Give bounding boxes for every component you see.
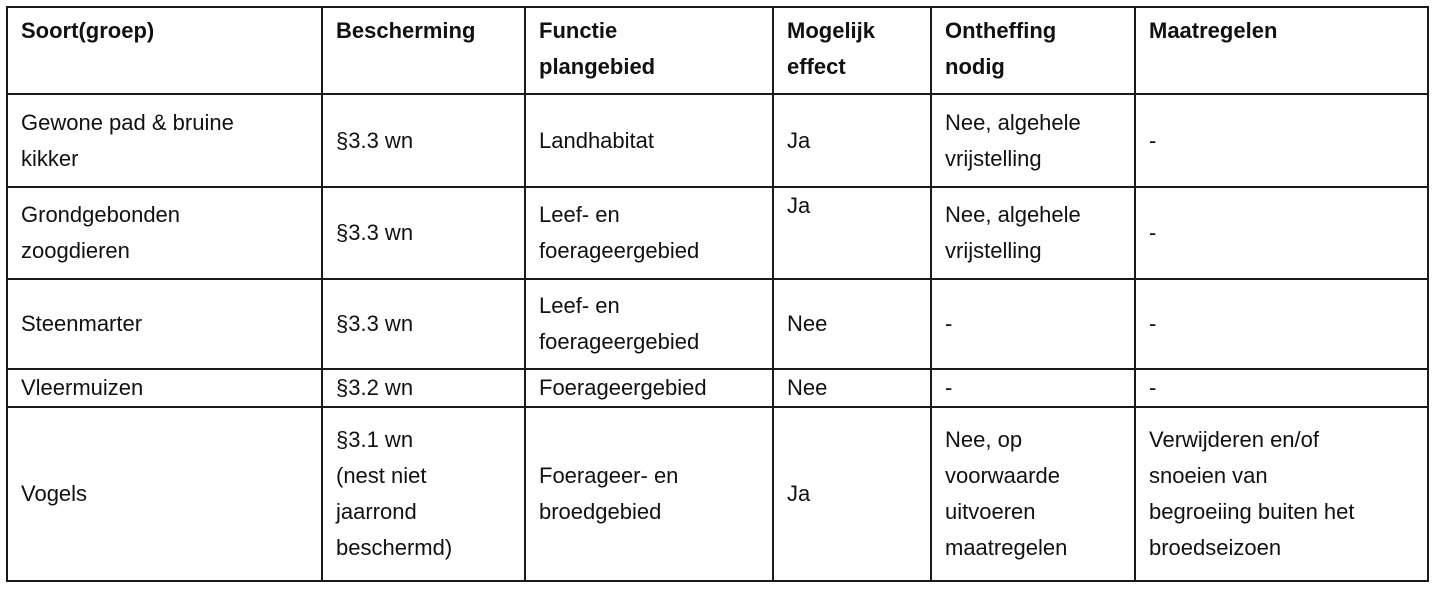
header-bescherming: Bescherming	[322, 7, 525, 94]
cell-bescherming: §3.2 wn	[322, 369, 525, 407]
cell-bescherming: §3.3 wn	[322, 279, 525, 369]
header-mogelijk-effect: Mogelijk effect	[773, 7, 931, 94]
cell-functie: Leef- en foerageergebied	[525, 187, 773, 279]
cell-soortgroep: Vogels	[7, 407, 322, 581]
header-soortgroep: Soort(groep)	[7, 7, 322, 94]
cell-functie: Foerageergebied	[525, 369, 773, 407]
cell-effect: Ja	[773, 94, 931, 187]
cell-soortgroep: Grondgebonden zoogdieren	[7, 187, 322, 279]
table-row	[7, 279, 1428, 369]
cell-effect: Nee	[773, 279, 931, 369]
header-ontheffing-nodig: Ontheffing nodig	[931, 7, 1135, 94]
cell-maatregelen: Verwijderen en/of snoeien van begroeiing buiten het broedseizoen	[1135, 407, 1428, 581]
cell-functie: Landhabitat	[525, 94, 773, 187]
cell-soortgroep: Gewone pad & bruine kikker	[7, 94, 322, 187]
cell-functie: Leef- en foerageergebied	[525, 279, 773, 369]
cell-soortgroep: Steenmarter	[7, 279, 322, 369]
cell-functie: Foerageer- en broedgebied	[525, 407, 773, 581]
cell-ontheffing: -	[931, 279, 1135, 369]
species-table	[6, 6, 1429, 582]
cell-bescherming: §3.3 wn	[322, 94, 525, 187]
cell-ontheffing: Nee, algehele vrijstelling	[931, 94, 1135, 187]
cell-ontheffing: -	[931, 369, 1135, 407]
table-header-row	[7, 7, 1428, 94]
cell-maatregelen: -	[1135, 187, 1428, 279]
cell-effect: Ja	[773, 407, 931, 581]
table-row	[7, 187, 1428, 279]
cell-ontheffing: Nee, algehele vrijstelling	[931, 187, 1135, 279]
cell-bescherming: §3.3 wn	[322, 187, 525, 279]
table-row	[7, 94, 1428, 187]
table-row	[7, 407, 1428, 581]
header-maatregelen: Maatregelen	[1135, 7, 1428, 94]
cell-bescherming: §3.1 wn (nest niet jaarrond beschermd)	[322, 407, 525, 581]
table-row	[7, 369, 1428, 407]
cell-maatregelen: -	[1135, 94, 1428, 187]
cell-effect: Ja	[773, 187, 931, 279]
cell-maatregelen: -	[1135, 369, 1428, 407]
header-functie-plangebied: Functie plangebied	[525, 7, 773, 94]
cell-maatregelen: -	[1135, 279, 1428, 369]
cell-soortgroep: Vleermuizen	[7, 369, 322, 407]
cell-ontheffing: Nee, op voorwaarde uitvoeren maatregelen	[931, 407, 1135, 581]
cell-effect: Nee	[773, 369, 931, 407]
